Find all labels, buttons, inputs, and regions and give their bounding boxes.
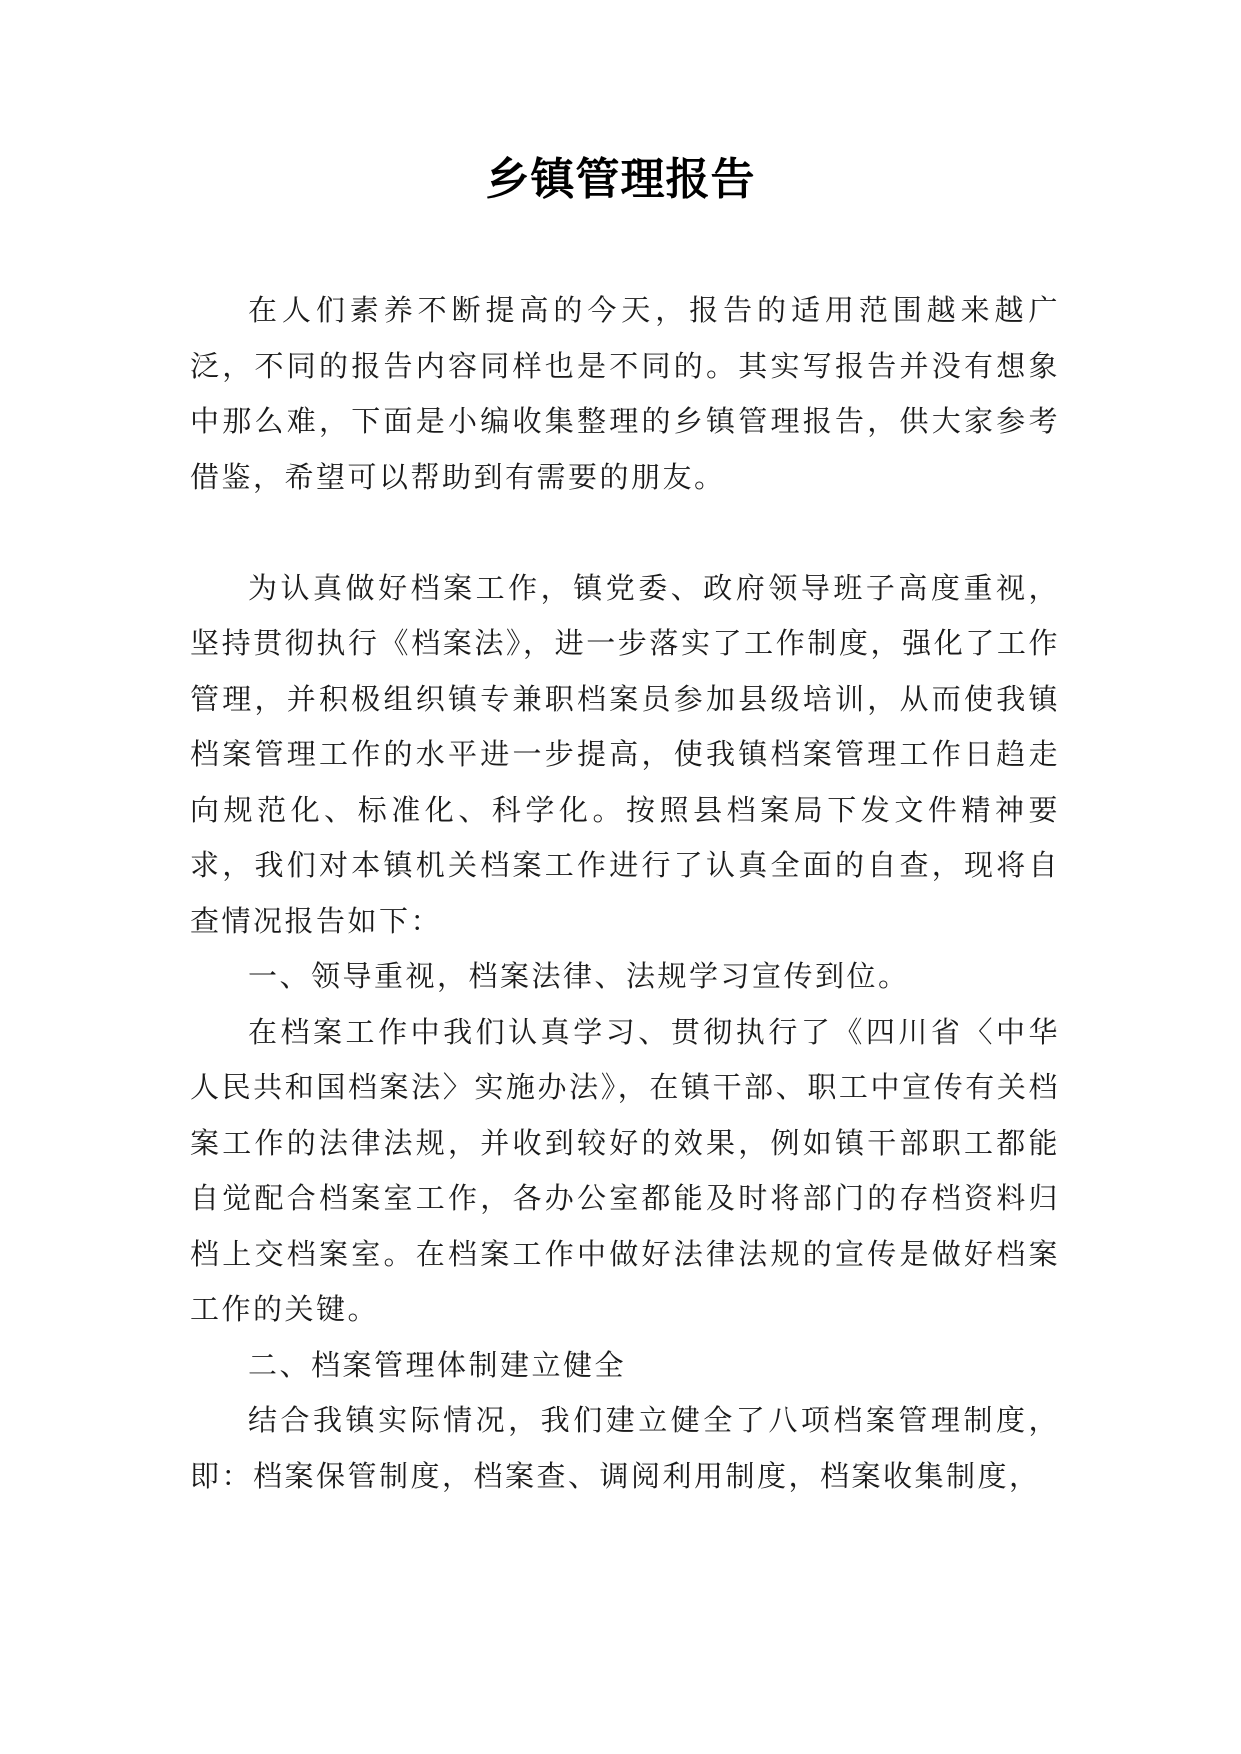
intro-paragraph: 在人们素养不断提高的今天，报告的适用范围越来越广泛，不同的报告内容同样也是不同的。其实写报告并没有想象中那么难，下面是小编收集整理的乡镇管理报告，供大家参考借鉴，希望可以帮助到有需要的朋友。 (190, 293, 1060, 494)
body-paragraph: 为认真做好档案工作，镇党委、政府领导班子高度重视，坚持贯彻执行《档案法》，进一步落实了工作制度，强化了工作管理，并积极组织镇专兼职档案员参加县级培训，从而使我镇档案管理工作的水平进一步提高，使我镇档案管理工作日趋走向规范化、标准化、科学化。按照县档案局下发文件精神要求，我们对本镇机关档案工作进行了认真全面的自查，现将自查情况报告如下： (190, 570, 1060, 938)
document-body (190, 283, 1060, 1504)
body-paragraph: 在档案工作中我们认真学习、贯彻执行了《四川省〈中华人民共和国档案法〉实施办法》，在镇干部、职工中宣传有关档案工作的法律法规，并收到较好的效果，例如镇干部职工都能自觉配合档案室工作，各办公室都能及时将部门的存档资料归档上交档案室。在档案工作中做好法律法规的宣传是做好档案工作的关键。 (190, 1014, 1060, 1326)
section-heading: 一、领导重视，档案法律、法规学习宣传到位。 (248, 959, 910, 993)
document-title: 乡镇管理报告 (485, 154, 756, 205)
section-heading: 二、档案管理体制建立健全 (248, 1347, 627, 1382)
body-paragraph: 结合我镇实际情况，我们建立健全了八项档案管理制度，即：档案保管制度，档案查、调阅利用制度，档案收集制度， (190, 1403, 1060, 1493)
